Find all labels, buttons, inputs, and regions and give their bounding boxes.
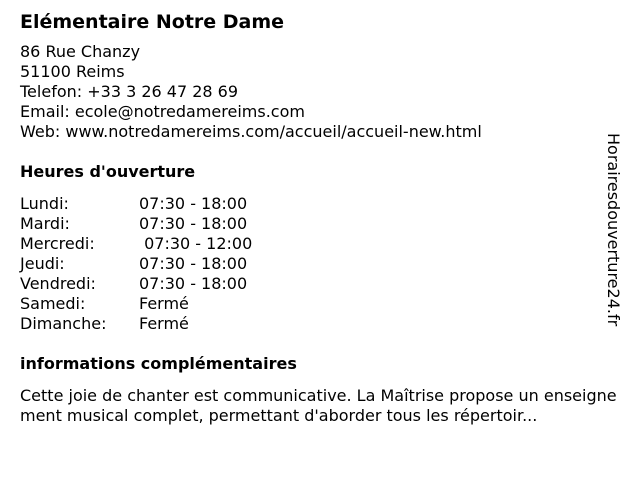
address-city: 51100 Reims bbox=[20, 62, 125, 81]
hours-title: Heures d'ouverture bbox=[20, 162, 196, 181]
time-value: 07:30 - 12:00 bbox=[139, 234, 253, 253]
time-value: Fermé bbox=[139, 294, 189, 313]
site-brand-watermark: Horairesdouverture24.fr bbox=[604, 133, 623, 327]
address-street: 86 Rue Chanzy bbox=[20, 42, 141, 61]
time-value: 07:30 - 18:00 bbox=[139, 214, 248, 233]
hours-row-monday bbox=[20, 194, 620, 214]
hours-row-thursday bbox=[20, 254, 620, 274]
hours-row-wednesday bbox=[20, 234, 620, 254]
day-label: Mercredi: bbox=[20, 234, 95, 253]
school-info-card bbox=[20, 10, 620, 426]
time-value: Fermé bbox=[139, 314, 189, 333]
web-line: Web: www.notredamereims.com/accueil/accueil-new.html bbox=[20, 122, 482, 141]
day-label: Samedi: bbox=[20, 294, 86, 313]
info-title: informations complémentaires bbox=[20, 354, 297, 373]
hours-row-tuesday bbox=[20, 214, 620, 234]
day-label: Vendredi: bbox=[20, 274, 96, 293]
day-label: Lundi: bbox=[20, 194, 69, 213]
info-text: Cette joie de chanter est communicative. La Maîtrise propose un enseignement musical complet, permettant d'aborder tous les répertoir... bbox=[20, 386, 617, 425]
time-value: 07:30 - 18:00 bbox=[139, 254, 248, 273]
time-value: 07:30 - 18:00 bbox=[139, 194, 248, 213]
time-value: 07:30 - 18:00 bbox=[139, 274, 248, 293]
day-label: Mardi: bbox=[20, 214, 70, 233]
hours-row-friday bbox=[20, 274, 620, 294]
phone-line: Telefon: +33 3 26 47 28 69 bbox=[20, 82, 239, 101]
hours-table bbox=[20, 194, 620, 334]
hours-row-saturday bbox=[20, 294, 620, 314]
day-label: Dimanche: bbox=[20, 314, 107, 333]
day-label: Jeudi: bbox=[20, 254, 65, 273]
school-name: Elémentaire Notre Dame bbox=[20, 11, 285, 33]
email-line: Email: ecole@notredamereims.com bbox=[20, 102, 305, 121]
hours-row-sunday bbox=[20, 314, 620, 334]
